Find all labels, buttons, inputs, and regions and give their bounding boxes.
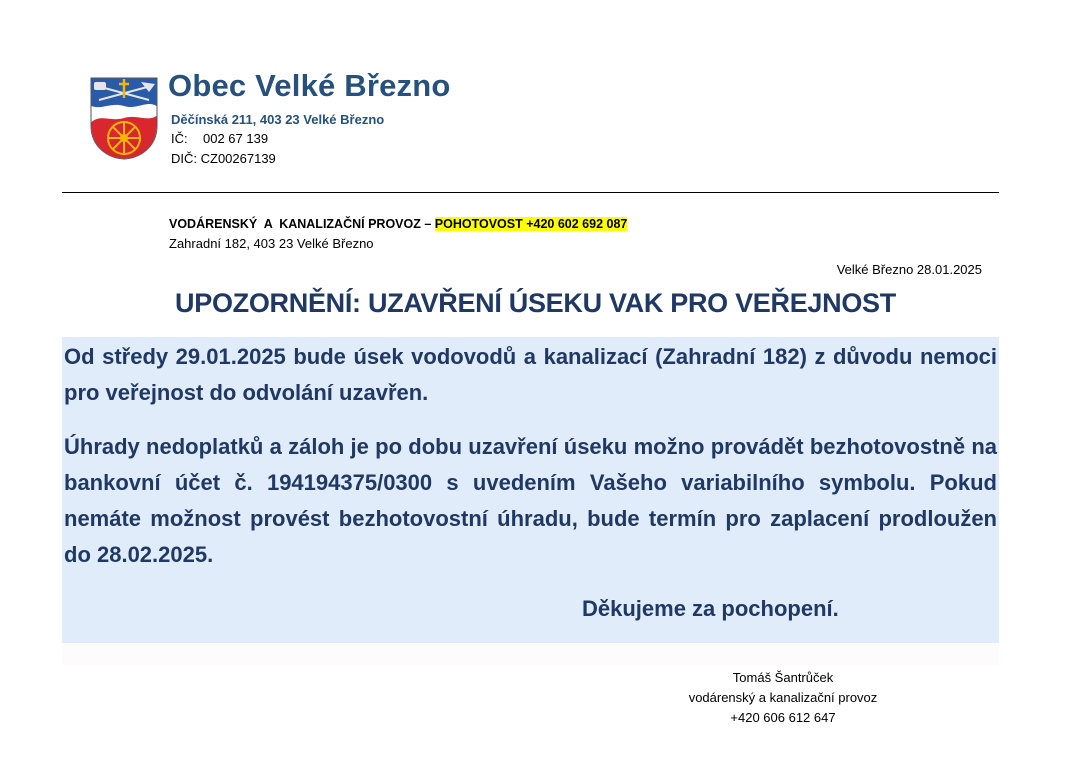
coat-of-arms-icon xyxy=(89,76,159,160)
notice-title: UPOZORNĚNÍ: UZAVŘENÍ ÚSEKU VAK PRO VEŘEJNOST xyxy=(175,288,896,318)
organization-vat-id: DIČ: CZ00267139 xyxy=(171,151,276,166)
organization-name: Obec Velké Březno xyxy=(168,68,451,103)
organization-id xyxy=(171,131,268,146)
notice-paragraph-closure: Od středy 29.01.2025 bude úsek vodovodů a kanalizací (Zahradní 182) z důvodu nemoci pro veřejnost do odvolání uzavřen. xyxy=(64,344,997,405)
organization-address: Děčínská 211, 403 23 Velké Březno xyxy=(171,112,385,127)
notice-paragraph-payment: Úhrady nedoplatků a záloh je po dobu uzavření úseku možno provádět bezhotovostně na bankovní účet č. 194194375/0300 s uvedením Vašeho variabilního symbolu. Pokud nemáte možnost provést bezhotovostní úhradu, bude termín pro zaplacení prodloužen do 28.02.2025. xyxy=(64,434,997,567)
department-heading xyxy=(169,217,627,231)
document-date: Velké Březno 28.01.2025 xyxy=(836,262,982,277)
signatory-name: Tomáš Šantrůček xyxy=(732,670,834,685)
signature-block xyxy=(660,668,906,728)
header-divider xyxy=(62,192,999,193)
signatory-phone: +420 606 612 647 xyxy=(730,710,836,725)
department-address: Zahradní 182, 403 23 Velké Březno xyxy=(169,236,374,251)
signatory-role: vodárenský a kanalizační provoz xyxy=(688,690,878,705)
notice-box-bottom-shade xyxy=(62,643,999,665)
ic-label: IČ: xyxy=(171,131,188,146)
ic-value: 002 67 139 xyxy=(203,131,269,146)
emergency-phone-highlight: POHOTOVOST +420 602 692 087 xyxy=(434,217,628,231)
department-name: VODÁRENSKÝ A KANALIZAČNÍ PROVOZ – xyxy=(169,217,435,231)
notice-box xyxy=(62,337,999,643)
notice-thanks: Děkujeme za pochopení. xyxy=(582,596,839,621)
